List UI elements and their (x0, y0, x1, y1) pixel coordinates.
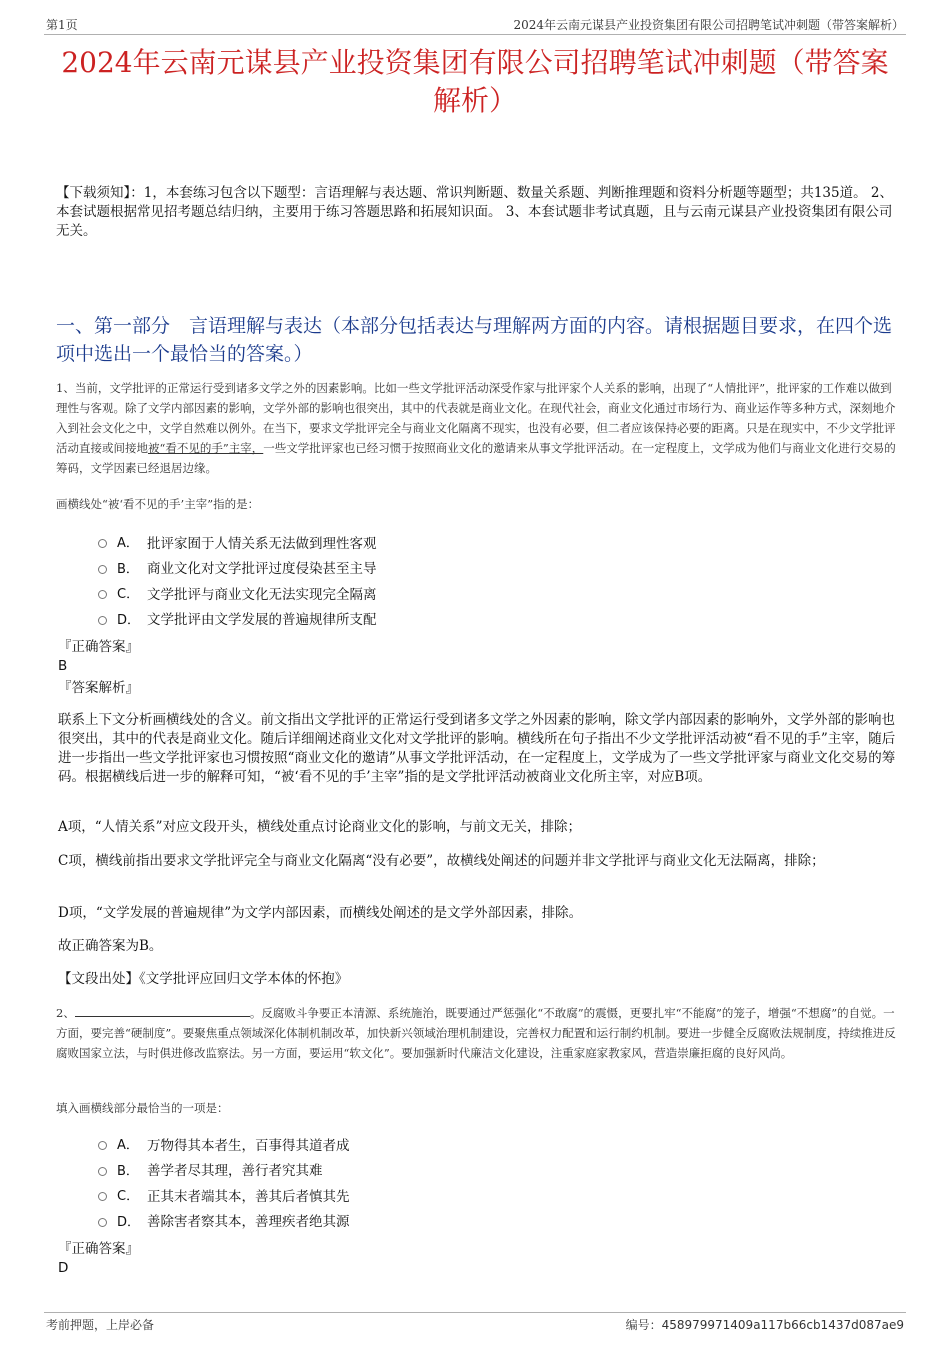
option-text: 批评家囿于人情关系无法做到理性客观 (147, 535, 377, 552)
q2-option-d[interactable]: D． 善除害者察其本，善理疾者绝其源 (98, 1208, 350, 1234)
q1-conclusion: 故正确答案为B。 (58, 938, 163, 954)
q1-options (98, 529, 377, 631)
q1-prompt: 画横线处“被‘看不见的手’主宰”指的是： (56, 497, 260, 511)
q1-option-d[interactable]: D． 文学批评由文学发展的普遍规律所支配 (98, 606, 377, 632)
q1-stem-underlined: 被“看不见的手”主宰， (148, 441, 264, 455)
q2-option-c[interactable]: C． 正其末者端其本，善其后者慎其先 (98, 1182, 350, 1208)
option-text: 正其末者端其本，善其后者慎其先 (147, 1188, 350, 1205)
q2-option-b[interactable]: B． 善学者尽其理，善行者究其难 (98, 1157, 350, 1183)
q1-source: 【文段出处】《文学批评应回归文学本体的怀抱》 (58, 971, 349, 987)
q1-stem-before: 1、当前，文学批评的正常运行受到诸多文学之外的因素影响。比如一些文学批评活动深受作家与批评家个人关系的影响，出现了“人情批评”，批评家的工作难以做到理性与客观。除了文学内部因素的影响，文学外部的影响也很突出，其中的代表就是商业文化。在现代社会，商业文化通过市场行为、商业运作等多种方式，深刻地介入到社会文化之中，文学自然难以例外。在当下，要求文学批评完全与商业文化隔离不现实，也没有必要，但二者应该保持必要的距离。只是在现实中，不少文学批评活动直接或间接地 (56, 381, 896, 455)
q2-answer-label: 『正确答案』 (58, 1241, 139, 1257)
q1-option-b[interactable]: B． 商业文化对文学批评过度侵染甚至主导 (98, 555, 377, 581)
option-text: 善学者尽其理，善行者究其难 (147, 1163, 323, 1180)
q1-stem (56, 378, 902, 478)
radio-icon[interactable] (98, 539, 107, 548)
page-header (44, 14, 906, 35)
option-text: 善除害者察其本，善理疾者绝其源 (147, 1214, 350, 1231)
q1-answer: B (58, 658, 68, 674)
radio-icon[interactable] (98, 1141, 107, 1150)
document-title: 2024年云南元谋县产业投资集团有限公司招聘笔试冲刺题（带答案解析） (61, 46, 889, 117)
option-text: 文学批评与商业文化无法实现完全隔离 (147, 586, 377, 603)
footer-code-value: 458979971409a117b66cb1437d087ae9 (661, 1318, 904, 1332)
option-text: 文学批评由文学发展的普遍规律所支配 (147, 612, 377, 629)
page-footer (44, 1312, 906, 1333)
q2-number: 2、 (56, 1006, 75, 1020)
radio-icon[interactable] (98, 1218, 107, 1227)
header-doc-title: 2024年云南元谋县产业投资集团有限公司招聘笔试冲刺题（带答案解析） (513, 18, 904, 32)
radio-icon[interactable] (98, 1167, 107, 1176)
q2-prompt: 填入画横线部分最恰当的一项是： (56, 1101, 229, 1115)
q1-option-c[interactable]: C． 文学批评与商业文化无法实现完全隔离 (98, 580, 377, 606)
radio-icon[interactable] (98, 616, 107, 625)
download-notice: 【下载须知】：1，本套练习包含以下题型：言语理解与表达题、常识判断题、数量关系题、判断推理题和资料分析题等题型；共135道。 2、本套试题根据常见招考题总结归纳，主要用于练习答题思路和拓展知识面。 3、本套试题非考试真题，且与云南元谋县产业投资集团有限公司无关。 (56, 185, 893, 239)
radio-icon[interactable] (98, 1192, 107, 1201)
page-number: 第1页 (46, 18, 78, 32)
q2-stem-text: 。反腐败斗争要正本清源、系统施治，既要通过严惩强化“不敢腐”的震慑，更要扎牢“不能腐”的笼子，增强“不想腐”的自觉。一方面，要完善“硬制度”。要聚焦重点领域深化体制机制改革，加快新兴领域治理机制建设，完善权力配置和运行制约机制。要进一步健全反腐败法规制度，持续推进反腐败国家立法，与时俱进修改监察法。另一方面，要运用“软文化”。要加强新时代廉洁文化建设，注重家庭家教家风，营造崇廉拒腐的良好风尚。 (56, 1006, 896, 1060)
q1-analysis-label: 『答案解析』 (58, 680, 139, 696)
footer-code-label: 编号： (625, 1318, 662, 1332)
q1-note-d: D项，“文学发展的普遍规律”为文学内部因素，而横线处阐述的是文学外部因素，排除。 (58, 905, 583, 921)
section-title: 一、第一部分 言语理解与表达（本部分包括表达与理解两方面的内容。请根据题目要求，在四个选项中选出一个最恰当的答案。） (56, 315, 893, 365)
q2-option-a[interactable]: A． 万物得其本者生，百事得其道者成 (98, 1131, 350, 1157)
q2-blank (75, 1004, 250, 1017)
q2-stem (56, 1003, 902, 1063)
q1-stem-after: 一些文学批评家也已经习惯于按照商业文化的邀请来从事文学批评活动。在一定程度上，文学成为他们与商业文化进行交易的筹码，文学因素已经退居边缘。 (56, 441, 896, 475)
footer-code (626, 1316, 904, 1333)
q1-analysis: 联系上下文分析画横线处的含义。前文指出文学批评的正常运行受到诸多文学之外因素的影响，除文学内部因素的影响外，文学外部的影响也很突出，其中的代表是商业文化。随后详细阐述商业文化对文学批评的影响。横线所在句子指出不少文学批评活动被“看不见的手”主宰，随后进一步指出一些文学批评家也习惯按照“商业文化的邀请”从事文学批评活动，在一定程度上，文学成为了一些文学批评家与商业文化交易的筹码。根据横线后进一步的解释可知，“被‘看不见的手’主宰”指的是文学批评活动被商业文化所主宰，对应B项。 (58, 712, 896, 785)
footer-slogan: 考前押题，上岸必备 (46, 1318, 155, 1332)
q2-answer: D (58, 1260, 69, 1276)
radio-icon[interactable] (98, 565, 107, 574)
q1-note-a: A项，“人情关系”对应文段开头，横线处重点讨论商业文化的影响，与前文无关，排除； (58, 819, 582, 835)
q1-option-a[interactable]: A． 批评家囿于人情关系无法做到理性客观 (98, 529, 377, 555)
q1-note-c: C项，横线前指出要求文学批评完全与商业文化隔离“没有必要”，故横线处阐述的问题并非文学批评与商业文化无法隔离，排除； (58, 853, 825, 869)
q1-answer-label: 『正确答案』 (58, 639, 139, 655)
q2-options (98, 1131, 350, 1233)
option-text: 万物得其本者生，百事得其道者成 (147, 1137, 350, 1154)
option-text: 商业文化对文学批评过度侵染甚至主导 (147, 561, 377, 578)
radio-icon[interactable] (98, 590, 107, 599)
